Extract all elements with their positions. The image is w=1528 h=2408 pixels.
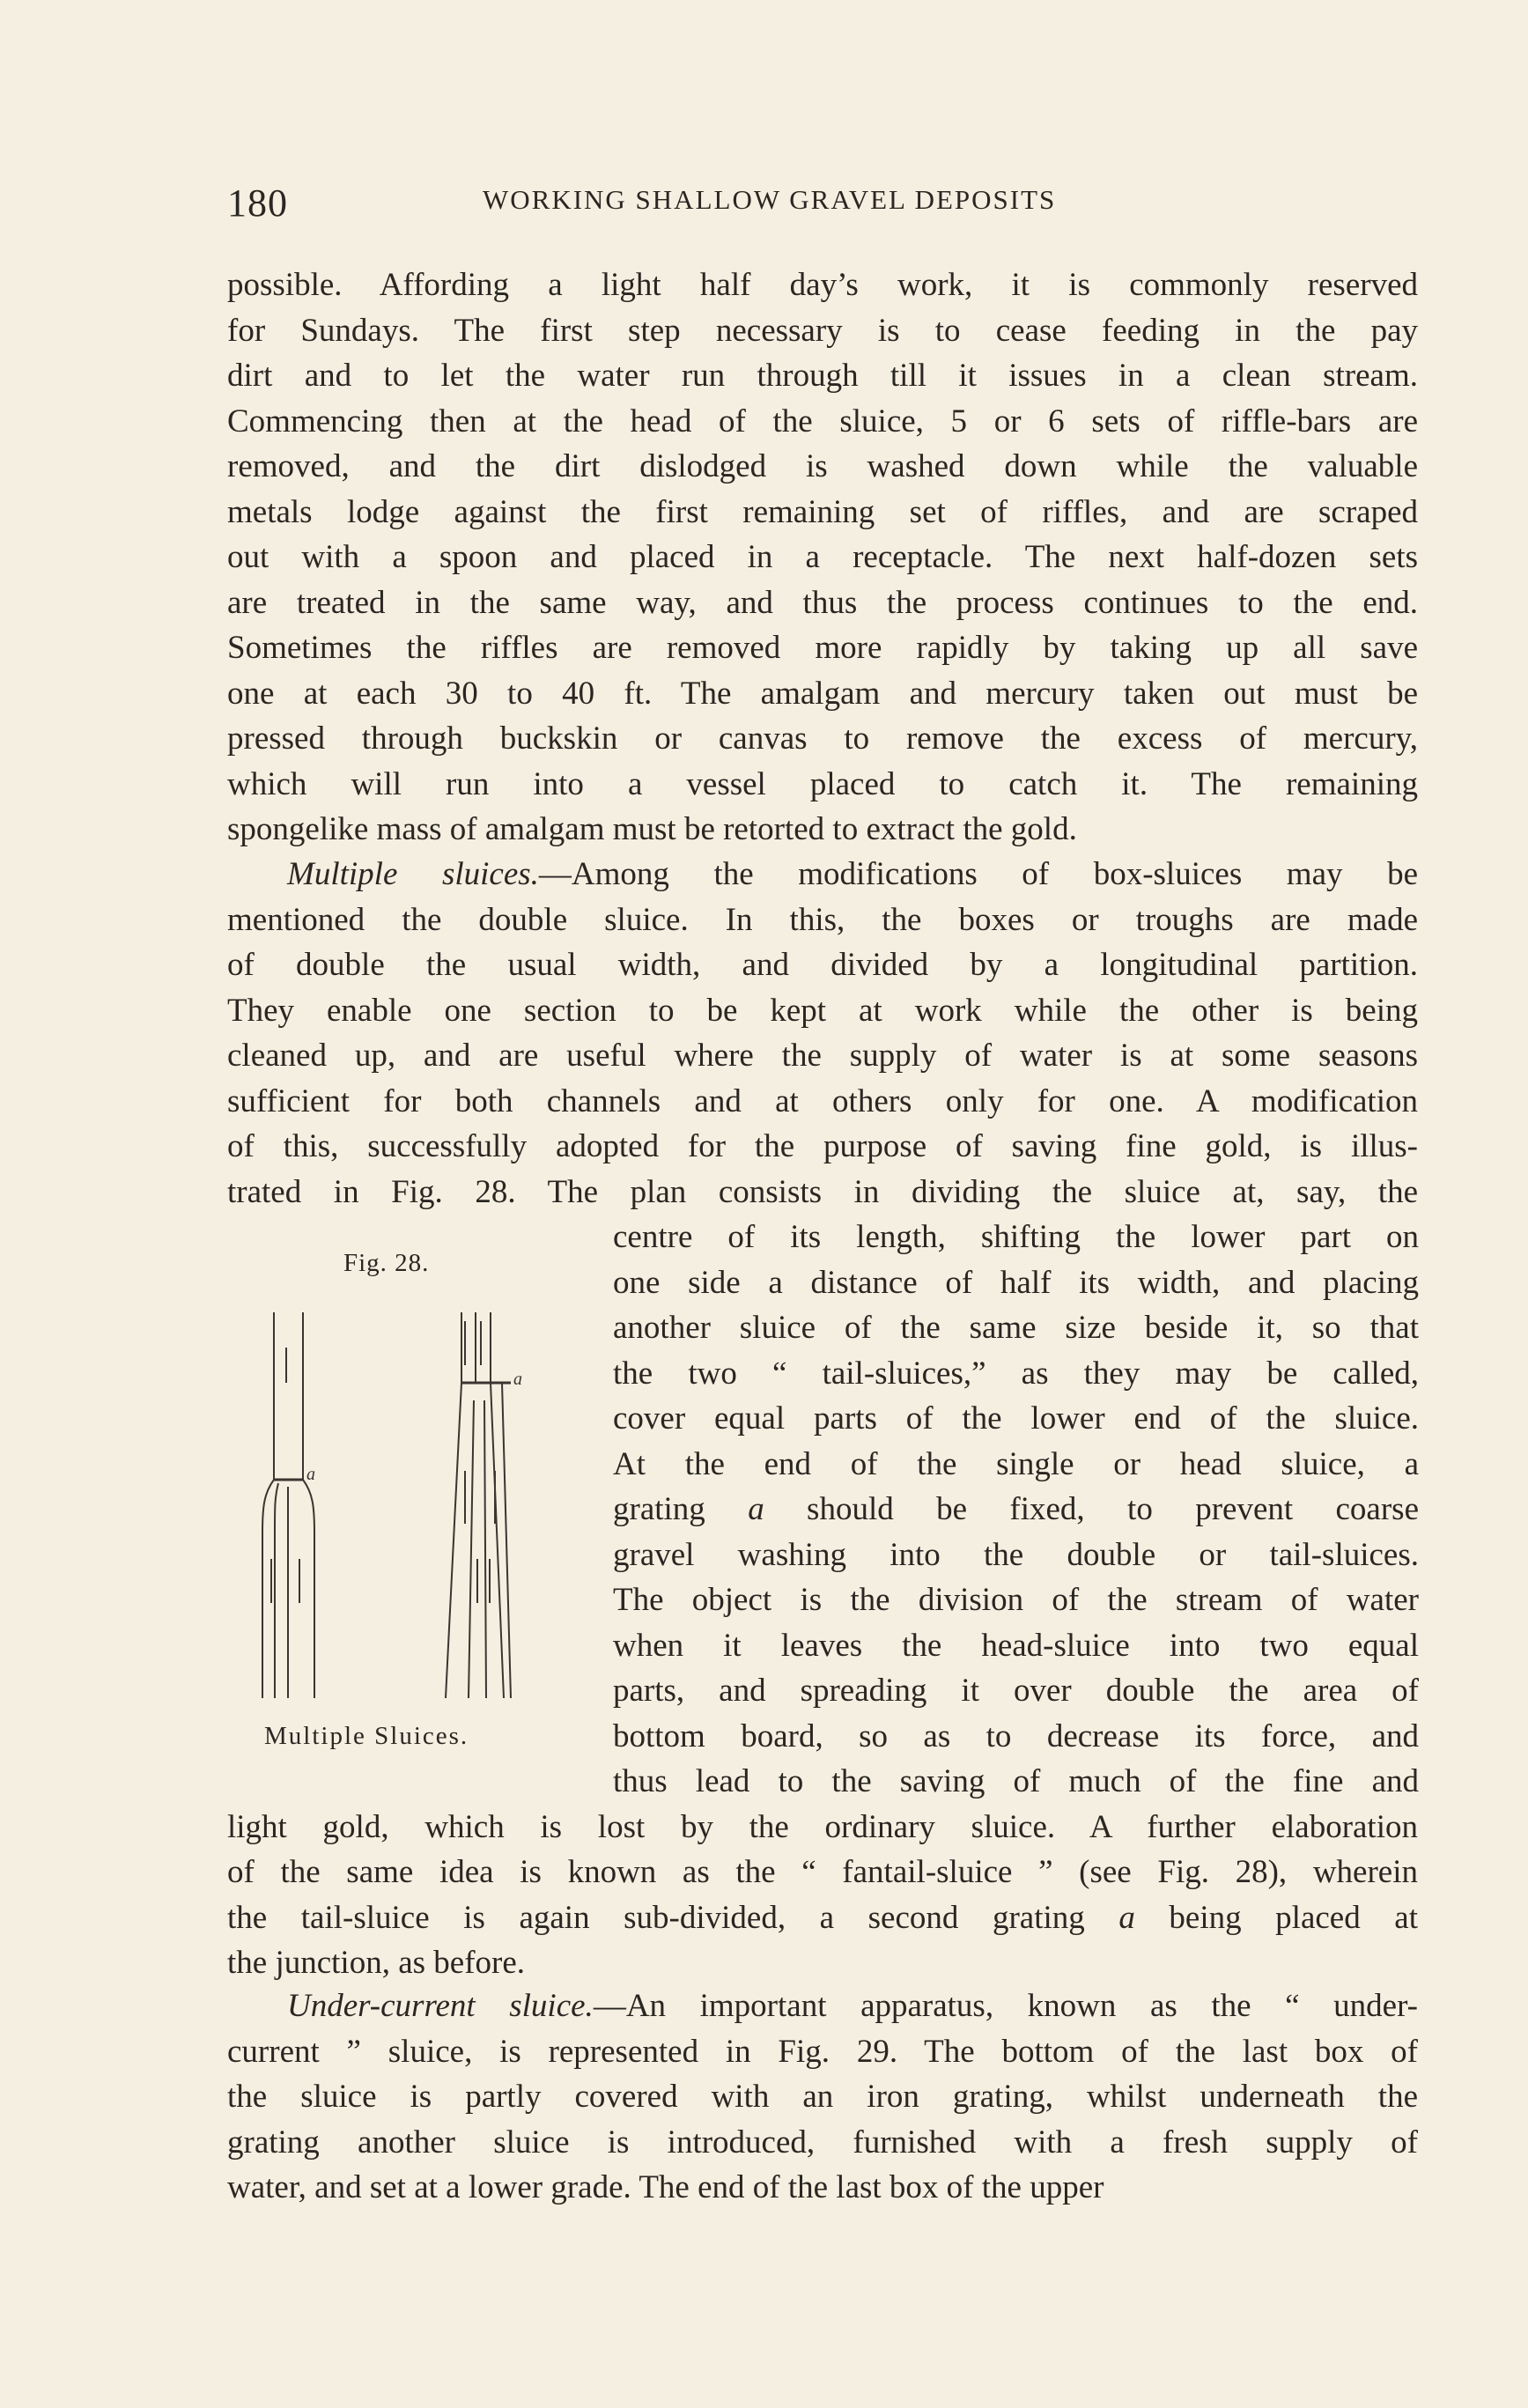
text-run: the tail-sluice is again sub-divided, a second grating [227, 1899, 1119, 1936]
text-line: gravel washing into the double or tail-sluices. [613, 1536, 1419, 1573]
text-line: water, and set at a lower grade. The end of the last box of the upper [227, 2169, 1104, 2205]
text-line: Sometimes the riffles are removed more rapidly by taking up all save [227, 630, 1418, 666]
text-line: of this, successfully adopted for the purpose of saving fine gold, is illus- [227, 1128, 1418, 1164]
text-line: when it leaves the head-sluice into two equal [613, 1627, 1419, 1664]
text-line: dirt and to let the water run through till it issues in a clean stream. [227, 358, 1418, 394]
sluice-wall [484, 1400, 486, 1698]
text-line: thus lead to the saving of much of the fine and [613, 1763, 1419, 1799]
sluice-wall [502, 1383, 511, 1698]
text-line: current ” sluice, is represented in Fig. 29. The bottom of the last box of [227, 2033, 1418, 2070]
text-line: Commencing then at the head of the sluice, 5 or 6 sets of riffle-bars are [227, 403, 1418, 439]
text-line: out with a spoon and placed in a receptacle. The next half-dozen sets [227, 539, 1418, 575]
text-line [227, 1983, 1418, 2029]
grating-a-label-right: a [513, 1370, 522, 1389]
sluice-wall [491, 1383, 504, 1698]
text-line: another sluice of the same size beside it, so that [613, 1310, 1419, 1346]
text-line: of the same idea is known as the “ fantail-sluice ” (see Fig. 28), wherein [227, 1854, 1418, 1890]
grating-label: a [748, 1491, 764, 1527]
text-run: being placed at [1134, 1899, 1418, 1936]
text-line: possible. Affording a light half day’s work, it is commonly reserved [227, 267, 1418, 303]
text-line: metals lodge against the first remaining set of riffles, and are scraped [227, 493, 1418, 530]
text-line [227, 852, 1418, 897]
text-line: light gold, which is lost by the ordinary sluice. A further elaboration [227, 1808, 1418, 1845]
text-line: pressed through buckskin or canvas to remove the excess of mercury, [227, 720, 1418, 757]
multiple-sluices-figure [247, 1295, 564, 1709]
text-line: grating another sluice is introduced, furnished with a fresh supply of [227, 2124, 1418, 2161]
text-run: —Among the modifications of box-sluices may be [538, 856, 1418, 892]
grating-label: a [1118, 1899, 1135, 1936]
paragraph-cleanup [227, 262, 1418, 853]
text-line: mentioned the double sluice. In this, the boxes or troughs are made [227, 901, 1418, 938]
text-line: trated in Fig. 28. The plan consists in dividing the sluice at, say, the [227, 1173, 1418, 1210]
running-head: WORKING SHALLOW GRAVEL DEPOSITS [483, 184, 1057, 215]
sluice-wall [446, 1383, 461, 1698]
text-run: —An important apparatus, known as the “ under- [593, 1988, 1418, 2024]
text-line: the two “ tail-sluices,” as they may be called, [613, 1355, 1419, 1392]
text-line: At the end of the single or head sluice, a [613, 1445, 1419, 1482]
text-line: parts, and spreading it over double the area of [613, 1673, 1419, 1709]
text-line: bottom board, so as to decrease its force, and [613, 1717, 1419, 1754]
text-line: centre of its length, shifting the lower part on [613, 1219, 1419, 1255]
text-line: cover equal parts of the lower end of the sluice. [613, 1400, 1419, 1437]
text-line: which will run into a vessel placed to catch it. The remaining [227, 765, 1418, 802]
text-line [613, 1487, 1419, 1533]
text-line: the sluice is partly covered with an iron grating, whilst underneath the [227, 2079, 1418, 2115]
text-line [227, 1895, 1418, 1941]
sluice-wall [262, 1480, 274, 1698]
text-run: grating [613, 1491, 749, 1527]
page-number: 180 [227, 181, 288, 225]
text-line: for Sundays. The first step necessary is to cease feeding in the pay [227, 312, 1418, 349]
sluice-wall [469, 1400, 474, 1698]
figure-title: Fig. 28. [343, 1249, 430, 1277]
text-run: should be fixed, to prevent coarse [764, 1491, 1419, 1527]
page-header [227, 181, 1152, 225]
text-line: The object is the division of the stream of water [613, 1582, 1419, 1618]
text-line: They enable one section to be kept at work while the other is being [227, 992, 1418, 1029]
text-line: the junction, as before. [227, 1945, 526, 1981]
text-line: removed, and the dirt dislodged is washed down while the valuable [227, 448, 1418, 484]
section-heading: Multiple sluices. [287, 856, 539, 892]
text-line: are treated in the same way, and thus the process continues to the end. [227, 584, 1418, 621]
text-line: of double the usual width, and divided by a longitudinal partition. [227, 947, 1418, 983]
text-line: one side a distance of half its width, and placing [613, 1264, 1419, 1301]
sluice-wall [275, 1483, 278, 1698]
text-line: one at each 30 to 40 ft. The amalgam and mercury taken out must be [227, 675, 1418, 712]
figure-caption: Multiple Sluices. [264, 1722, 469, 1750]
section-heading: Under-current sluice. [287, 1988, 594, 2024]
paragraph-undercurrent-sluice [227, 1983, 1418, 2211]
text-line: spongelike mass of amalgam must be retorted to extract the gold. [227, 811, 1077, 847]
grating-a-label: a [306, 1465, 315, 1484]
text-line: cleaned up, and are useful where the supply of water is at some seasons [227, 1038, 1418, 1074]
sluice-wall [303, 1480, 314, 1698]
text-line: sufficient for both channels and at others only for one. A modification [227, 1082, 1418, 1119]
